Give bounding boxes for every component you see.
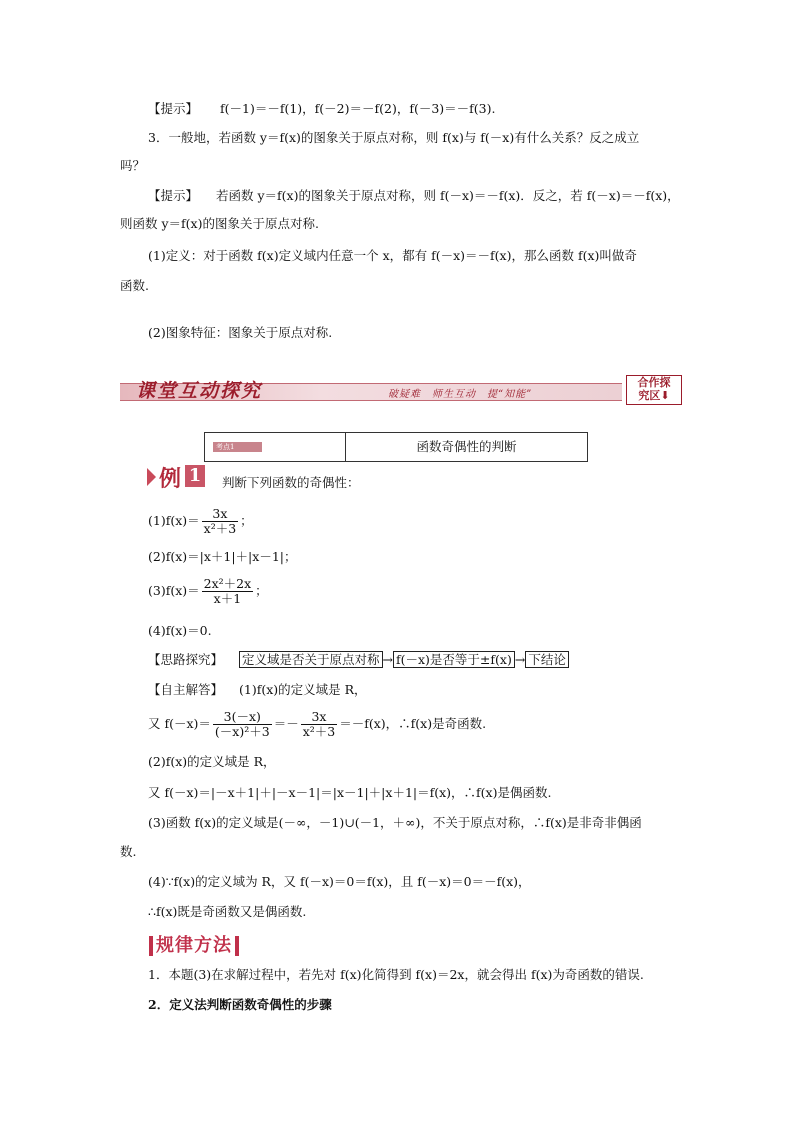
topic-title: 函数奇偶性的判断: [416, 439, 517, 454]
topic-tag: 考点1: [213, 442, 262, 452]
hint-text: 若函数 y＝f(x)的图象关于原点对称，则 f(－x)＝－f(x)．反之，若 f(－x)＝－f(x)，: [216, 188, 680, 203]
item-4: (4)f(x)＝0.: [148, 623, 212, 638]
thinking-step-2: f(－x)是否等于±f(x): [393, 651, 515, 668]
solution-1b: [148, 709, 486, 739]
denominator: x＋1: [213, 591, 242, 606]
arrow-icon: →: [514, 652, 526, 667]
item-3: [148, 576, 268, 606]
solution-1a: [148, 681, 367, 699]
hint-label: 【提示】: [148, 188, 199, 203]
solution-2a: (2)f(x)的定义域是 R，: [148, 754, 276, 769]
item-1: [148, 506, 253, 536]
solution-4b: ∴f(x)既是奇函数又是偶函数.: [148, 904, 307, 919]
numerator: 2x²＋2x: [203, 576, 252, 591]
badge-line1: 合作探: [637, 376, 671, 389]
question-3-line1: 3．一般地，若函数 y＝f(x)的图象关于原点对称，则 f(x)与 f(－x)有什么关系？反之成立: [148, 130, 640, 145]
method-point-1: 1．本题(3)在求解过程中，若先对 f(x)化简得到 f(x)＝2x，就会得出 f(x)为奇函数的错误.: [148, 967, 644, 982]
heading-bar-left: [149, 936, 153, 956]
example-number: 1: [185, 465, 205, 487]
fraction: [202, 507, 239, 536]
item-1-suffix: ；: [240, 513, 253, 528]
item-3-suffix: ；: [255, 583, 268, 598]
solution-2b: 又 f(－x)＝|－x＋1|＋|－x－1|＝|x－1|＋|x＋1|＝f(x)，∴f(x)是偶函数.: [148, 785, 552, 800]
graph-feature: (2)图象特征：图象关于原点对称.: [148, 325, 333, 340]
solution-mid: ＝－: [273, 716, 299, 731]
example-word: 例: [159, 466, 182, 492]
cooperation-zone-badge: [626, 375, 682, 405]
hint-label: 【提示】: [148, 101, 199, 116]
method-point-2: 2．定义法判断函数奇偶性的步骤: [148, 997, 332, 1012]
solution-suffix: ＝－f(x)，∴f(x)是奇函数.: [339, 716, 487, 731]
denominator: x²＋3: [203, 521, 237, 536]
thinking-step-1: 定义域是否关于原点对称: [239, 651, 383, 668]
topic-header: [204, 432, 588, 462]
denominator: (－x)²＋3: [214, 724, 270, 739]
topic-tag-cell: [205, 433, 346, 461]
denominator: x²＋3: [302, 724, 336, 739]
hint-text: f(－1)＝－f(1)，f(－2)＝－f(2)，f(－3)＝－f(3).: [220, 101, 496, 116]
section-banner: [120, 375, 682, 405]
arrow-icon: →: [382, 652, 393, 667]
item-3-prefix: (3)f(x)＝: [148, 583, 200, 598]
solution-label: 【自主解答】: [148, 682, 224, 697]
badge-line2: 究区⬇: [638, 389, 670, 402]
example-badge: [147, 464, 209, 490]
fraction: [213, 710, 272, 739]
definition-line2: 函数.: [120, 278, 149, 293]
banner-title: 课堂互动探究: [136, 380, 263, 402]
method-heading: [146, 931, 242, 955]
numerator: 3(－x): [213, 710, 272, 725]
numerator: 3x: [301, 710, 338, 725]
solution-3b: 数.: [120, 844, 137, 859]
hint-1: [148, 100, 495, 118]
solution-4a: (4)∵f(x)的定义域为 R，又 f(－x)＝0＝f(x)，且 f(－x)＝0＝－f(x)，: [148, 874, 531, 889]
fraction: [301, 710, 338, 739]
hint-2-line1: [148, 187, 680, 205]
method-title: 规律方法: [156, 935, 232, 956]
question-3-line2: 吗？: [120, 158, 146, 173]
thinking-step-3: 下结论: [525, 651, 569, 668]
thinking-label: 【思路探究】: [148, 652, 224, 667]
numerator: 3x: [202, 507, 239, 522]
solution-text: (1)f(x)的定义域是 R，: [239, 682, 367, 697]
item-2: (2)f(x)＝|x＋1|＋|x－1|；: [148, 549, 297, 564]
heading-bar-right: [235, 936, 239, 956]
thinking-path: [148, 651, 569, 669]
fraction: [202, 577, 254, 606]
triangle-icon: [147, 468, 156, 486]
banner-subtitle: 破疑难 师生互动 提“知能”: [388, 389, 533, 400]
solution-prefix: 又 f(－x)＝: [148, 716, 211, 731]
solution-3a: (3)函数 f(x)的定义域是(－∞，－1)∪(－1，＋∞)，不关于原点对称，∴f(x)是非奇非偶函: [148, 815, 642, 830]
hint-2-line2: 则函数 y＝f(x)的图象关于原点对称.: [120, 216, 319, 231]
definition-line1: (1)定义：对于函数 f(x)定义域内任意一个 x，都有 f(－x)＝－f(x)，那么函数 f(x)叫做奇: [148, 248, 637, 263]
example-prompt: 判断下列函数的奇偶性：: [222, 475, 360, 490]
item-1-prefix: (1)f(x)＝: [148, 513, 200, 528]
